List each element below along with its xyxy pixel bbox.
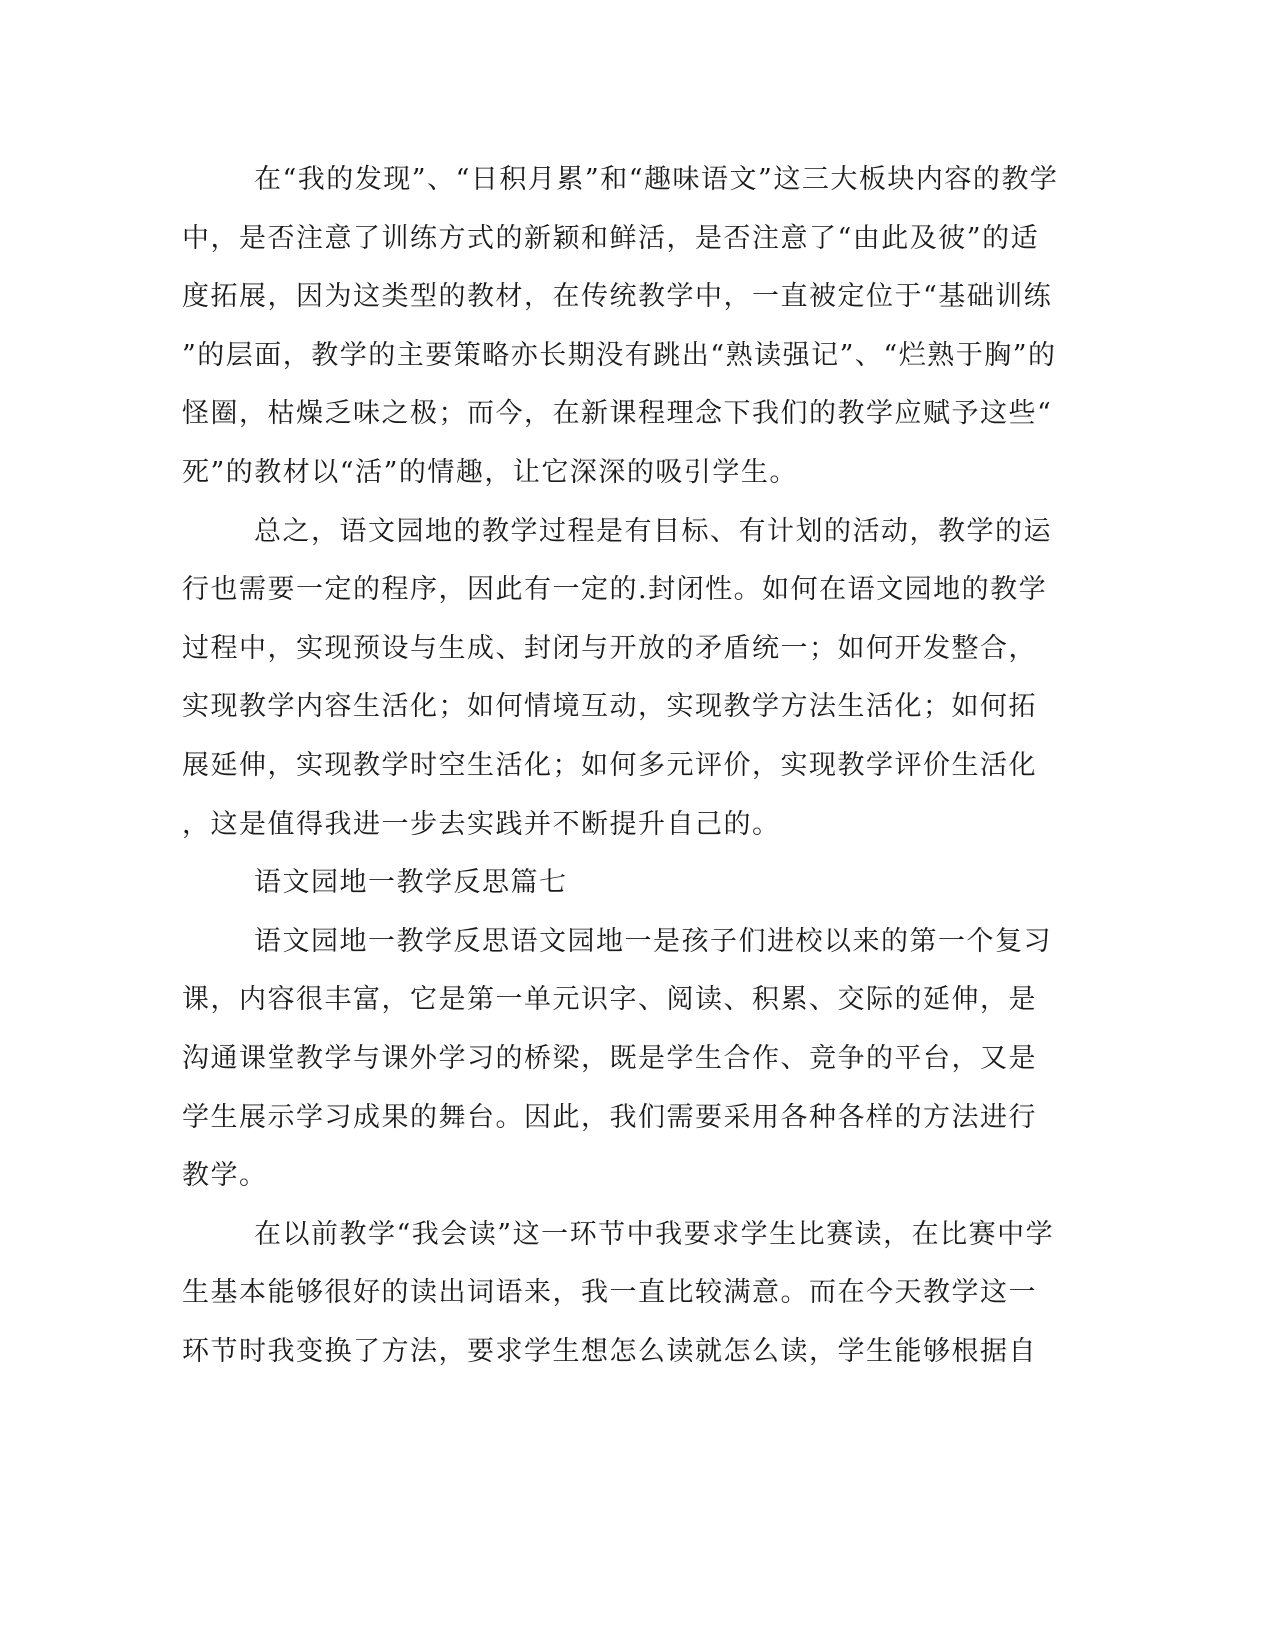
paragraph-line: 怪圈，枯燥乏味之极；而今，在新课程理念下我们的教学应赋予这些“ bbox=[182, 398, 1053, 430]
paragraph-line: 沟通课堂教学与课外学习的桥梁，既是学生合作、竞争的平台，又是 bbox=[182, 1042, 1037, 1074]
body-text bbox=[182, 160, 1059, 1390]
paragraph-line: 度拓展，因为这类型的教材，在传统教学中，一直被定位于“基础训练 bbox=[182, 281, 1053, 313]
paragraph-line: ，这是值得我进一步去实践并不断提升自己的。 bbox=[182, 808, 781, 840]
paragraph-line: 展延伸，实现教学时空生活化；如何多元评价，实现教学评价生活化 bbox=[182, 749, 1037, 781]
paragraph-line: 生基本能够很好的读出词语来，我一直比较满意。而在今天教学这一 bbox=[182, 1277, 1037, 1309]
section-heading: 语文园地一教学反思篇七 bbox=[254, 867, 568, 899]
paragraph-line: 在“我的发现”、“日积月累”和“趣味语文”这三大板块内容的教学 bbox=[254, 164, 1059, 195]
paragraph-line: ”的层面，教学的主要策略亦长期没有跳出“熟读强记”、“烂熟于胸”的 bbox=[182, 339, 1057, 371]
paragraph-line: 总之，语文园地的教学过程是有目标、有计划的活动，教学的运 bbox=[254, 515, 1052, 547]
paragraph-line: 环节时我变换了方法，要求学生想怎么读就怎么读，学生能够根据自 bbox=[182, 1335, 1037, 1367]
paragraph-line: 中，是否注意了训练方式的新颖和鲜活，是否注意了“由此及彼”的适 bbox=[182, 222, 1040, 254]
paragraph-line: 在以前教学“我会读”这一环节中我要求学生比赛读，在比赛中学 bbox=[254, 1218, 1055, 1250]
paragraph-line: 过程中，实现预设与生成、封闭与开放的矛盾统一；如何开发整合， bbox=[182, 632, 1037, 664]
paragraph-line: 实现教学内容生活化；如何情境互动，实现教学方法生活化；如何拓 bbox=[182, 691, 1037, 723]
paragraph-line: 教学。 bbox=[182, 1160, 268, 1192]
paragraph-line: 学生展示学习成果的舞台。因此，我们需要采用各种各样的方法进行 bbox=[182, 1101, 1037, 1133]
paragraph-line: 课，内容很丰富，它是第一单元识字、阅读、积累、交际的延伸，是 bbox=[182, 984, 1037, 1016]
paragraph-line: 语文园地一教学反思语文园地一是孩子们进校以来的第一个复习 bbox=[254, 925, 1052, 957]
paragraph-line: 行也需要一定的程序，因此有一定的.封闭性。如何在语文园地的教学 bbox=[182, 574, 1048, 606]
paragraph-line: 死”的教材以“活”的情趣，让它深深的吸引学生。 bbox=[182, 456, 798, 488]
